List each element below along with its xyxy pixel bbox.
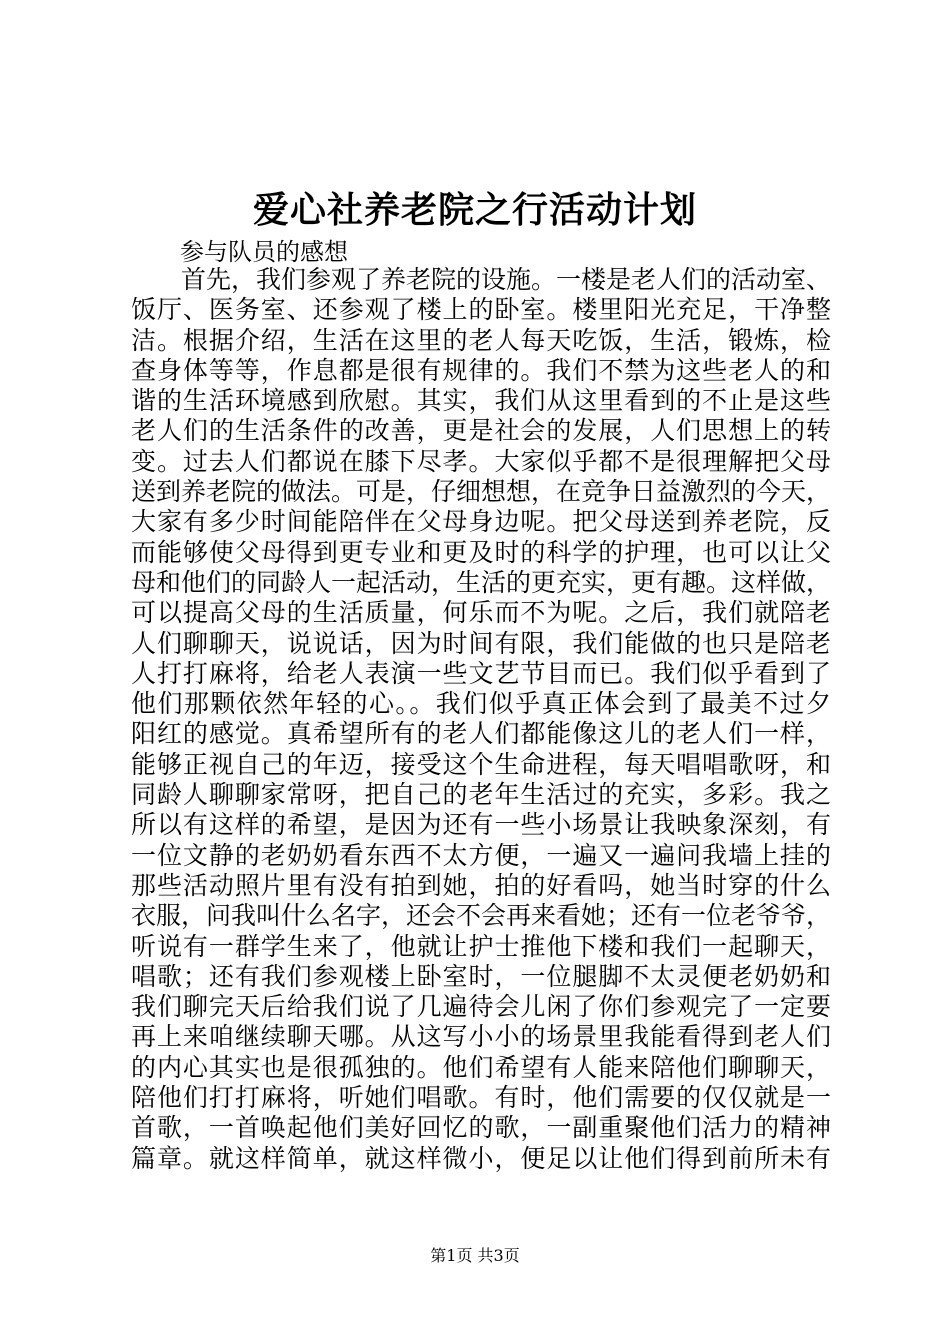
- body-line: 变。过去人们都说在膝下尽孝。大家似乎都不是很理解把父母: [131, 446, 831, 476]
- body-line: 饭厅、医务室、还参观了楼上的卧室。楼里阳光充足，干净整: [131, 295, 831, 325]
- body-line: 人打打麻将，给老人表演一些文艺节目而已。我们似乎看到了: [131, 658, 831, 688]
- body-line: 能够正视自己的年迈，接受这个生命进程，每天唱唱歌呀，和: [131, 749, 831, 779]
- body-line: 听说有一群学生来了，他就让护士推他下楼和我们一起聊天，: [131, 931, 831, 961]
- body-text: [131, 265, 831, 1174]
- page-footer: 第1页 共3页: [430, 1246, 520, 1265]
- body-line: 同龄人聊聊家常呀，把自己的老年生活过的充实，多彩。我之: [131, 780, 831, 810]
- body-line: 篇章。就这样简单，就这样微小，便足以让他们得到前所未有: [131, 1143, 831, 1173]
- body-line: 人们聊聊天，说说话，因为时间有限，我们能做的也只是陪老: [131, 628, 831, 658]
- body-line: 查身体等等，作息都是很有规律的。我们不禁为这些老人的和: [131, 355, 831, 385]
- body-line: 大家有多少时间能陪伴在父母身边呢。把父母送到养老院，反: [131, 507, 831, 537]
- body-line: 我们聊完天后给我们说了几遍待会儿闲了你们参观完了一定要: [131, 992, 831, 1022]
- body-line: 陪他们打打麻将，听她们唱歌。有时，他们需要的仅仅就是一: [131, 1083, 831, 1113]
- body-line: 他们那颗依然年轻的心。。我们似乎真正体会到了最美不过夕: [131, 689, 831, 719]
- document-title: 爱心社养老院之行活动计划: [252, 189, 697, 231]
- body-line: 唱歌；还有我们参观楼上卧室时，一位腿脚不太灵便老奶奶和: [131, 961, 831, 991]
- body-line: 母和他们的同龄人一起活动，生活的更充实，更有趣。这样做，: [131, 567, 831, 597]
- body-line: 送到养老院的做法。可是，仔细想想，在竞争日益激烈的今天，: [131, 477, 831, 507]
- body-line: 可以提高父母的生活质量，何乐而不为呢。之后，我们就陪老: [131, 598, 831, 628]
- body-line: 阳红的感觉。真希望所有的老人们都能像这儿的老人们一样，: [131, 719, 831, 749]
- body-line: 首歌，一首唤起他们美好回忆的歌，一副重聚他们活力的精神: [131, 1113, 831, 1143]
- body-line: 所以有这样的希望，是因为还有一些小场景让我映象深刻，有: [131, 810, 831, 840]
- body-line: 一位文静的老奶奶看东西不太方便，一遍又一遍问我墙上挂的: [131, 840, 831, 870]
- body-line: 再上来咱继续聊天哪。从这写小小的场景里我能看得到老人们: [131, 1022, 831, 1052]
- body-line: 那些活动照片里有没有拍到她，拍的好看吗，她当时穿的什么: [131, 870, 831, 900]
- body-line: 衣服，问我叫什么名字，还会不会再来看她；还有一位老爷爷，: [131, 901, 831, 931]
- body-line: 的内心其实也是很孤独的。他们希望有人能来陪他们聊聊天，: [131, 1052, 831, 1082]
- body-line: 而能够使父母得到更专业和更及时的科学的护理，也可以让父: [131, 537, 831, 567]
- body-line: 谐的生活环境感到欣慰。其实，我们从这里看到的不止是这些: [131, 386, 831, 416]
- body-line: 老人们的生活条件的改善，更是社会的发展，人们思想上的转: [131, 416, 831, 446]
- document-subtitle: 参与队员的感想: [180, 238, 348, 266]
- body-line: 洁。根据介绍，生活在这里的老人每天吃饭，生活，锻炼，检: [131, 325, 831, 355]
- body-line: 首先，我们参观了养老院的设施。一楼是老人们的活动室、: [181, 265, 831, 294]
